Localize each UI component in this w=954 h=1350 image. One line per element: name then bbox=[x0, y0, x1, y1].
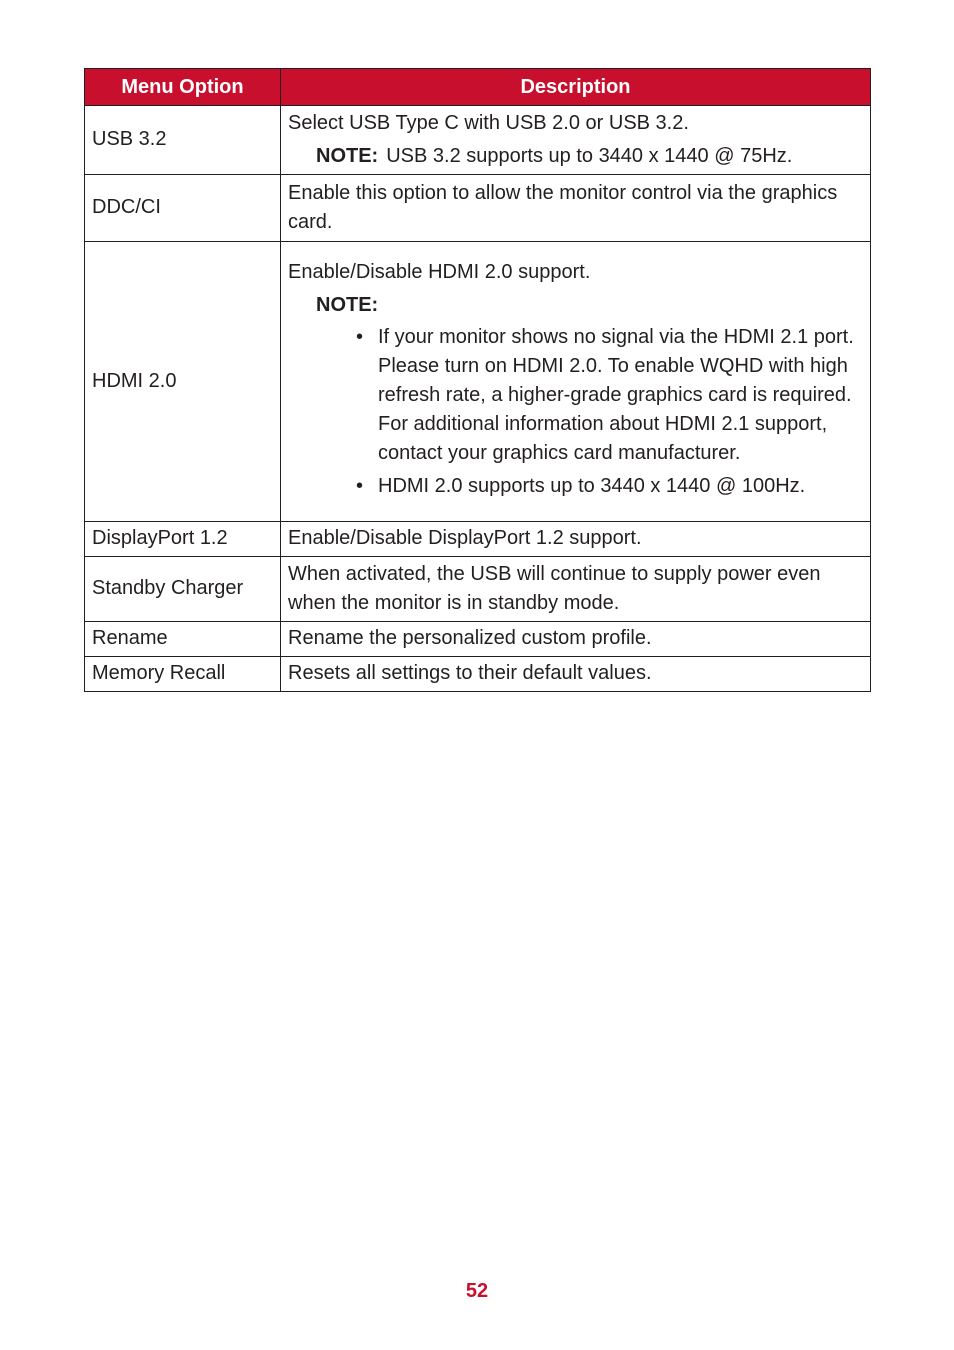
note-bullet-list bbox=[288, 323, 863, 501]
note bbox=[288, 291, 863, 320]
table-row-hdmi-2-0 bbox=[85, 242, 871, 522]
table-row-usb-3-2 bbox=[85, 106, 871, 175]
table-row-ddc-ci bbox=[85, 175, 871, 242]
header-menu-option: Menu Option bbox=[85, 69, 281, 106]
description-cell bbox=[281, 106, 871, 175]
description-text: Resets all settings to their default values. bbox=[288, 662, 652, 684]
note-label: NOTE: bbox=[316, 293, 379, 316]
menu-option-cell: DisplayPort 1.2 bbox=[85, 522, 281, 557]
description-text: Select USB Type C with USB 2.0 or USB 3.2. bbox=[288, 111, 689, 134]
table-row-memory-recall bbox=[85, 657, 871, 692]
bullet-icon: • bbox=[356, 474, 364, 497]
list-item bbox=[356, 472, 863, 501]
description-cell bbox=[281, 242, 871, 522]
menu-option-cell: DDC/CI bbox=[85, 175, 281, 242]
description-cell bbox=[281, 622, 871, 657]
table-row-rename bbox=[85, 622, 871, 657]
menu-option-cell: Memory Recall bbox=[85, 657, 281, 692]
bullet-text: If your monitor shows no signal via the HDMI 2.1 port. Please turn on HDMI 2.0. To enable WQHD with high refresh rate, a higher-grade graphics card is required. For additional information about HDMI 2.1 support, contact your graphics card manufacturer. bbox=[378, 325, 854, 464]
description-text: Rename the personalized custom profile. bbox=[288, 627, 652, 649]
description-text: Enable/Disable HDMI 2.0 support. bbox=[288, 260, 591, 283]
table-row-standby-charger bbox=[85, 557, 871, 622]
bullet-text: HDMI 2.0 supports up to 3440 x 1440 @ 100Hz. bbox=[378, 474, 806, 497]
menu-option-cell: Standby Charger bbox=[85, 557, 281, 622]
note-text: USB 3.2 supports up to 3440 x 1440 @ 75Hz. bbox=[386, 144, 793, 167]
menu-option-cell: HDMI 2.0 bbox=[85, 242, 281, 522]
note-label: NOTE: bbox=[316, 144, 379, 167]
description-cell bbox=[281, 557, 871, 622]
header-description: Description bbox=[281, 69, 871, 106]
table-row-displayport-1-2 bbox=[85, 522, 871, 557]
description-cell bbox=[281, 522, 871, 557]
description-text: When activated, the USB will continue to supply power even when the monitor is in standby mode. bbox=[288, 562, 821, 614]
table-header-row bbox=[85, 69, 871, 106]
bullet-icon: • bbox=[356, 325, 364, 348]
page-number: 52 bbox=[465, 1280, 489, 1302]
description-cell bbox=[281, 657, 871, 692]
list-item bbox=[356, 323, 863, 468]
description-text: Enable this option to allow the monitor control via the graphics card. bbox=[288, 181, 838, 233]
note bbox=[288, 142, 863, 171]
description-text: Enable/Disable DisplayPort 1.2 support. bbox=[288, 527, 642, 549]
menu-option-cell: Rename bbox=[85, 622, 281, 657]
menu-option-cell: USB 3.2 bbox=[85, 106, 281, 175]
menu-option-table bbox=[84, 68, 871, 692]
description-cell bbox=[281, 175, 871, 242]
